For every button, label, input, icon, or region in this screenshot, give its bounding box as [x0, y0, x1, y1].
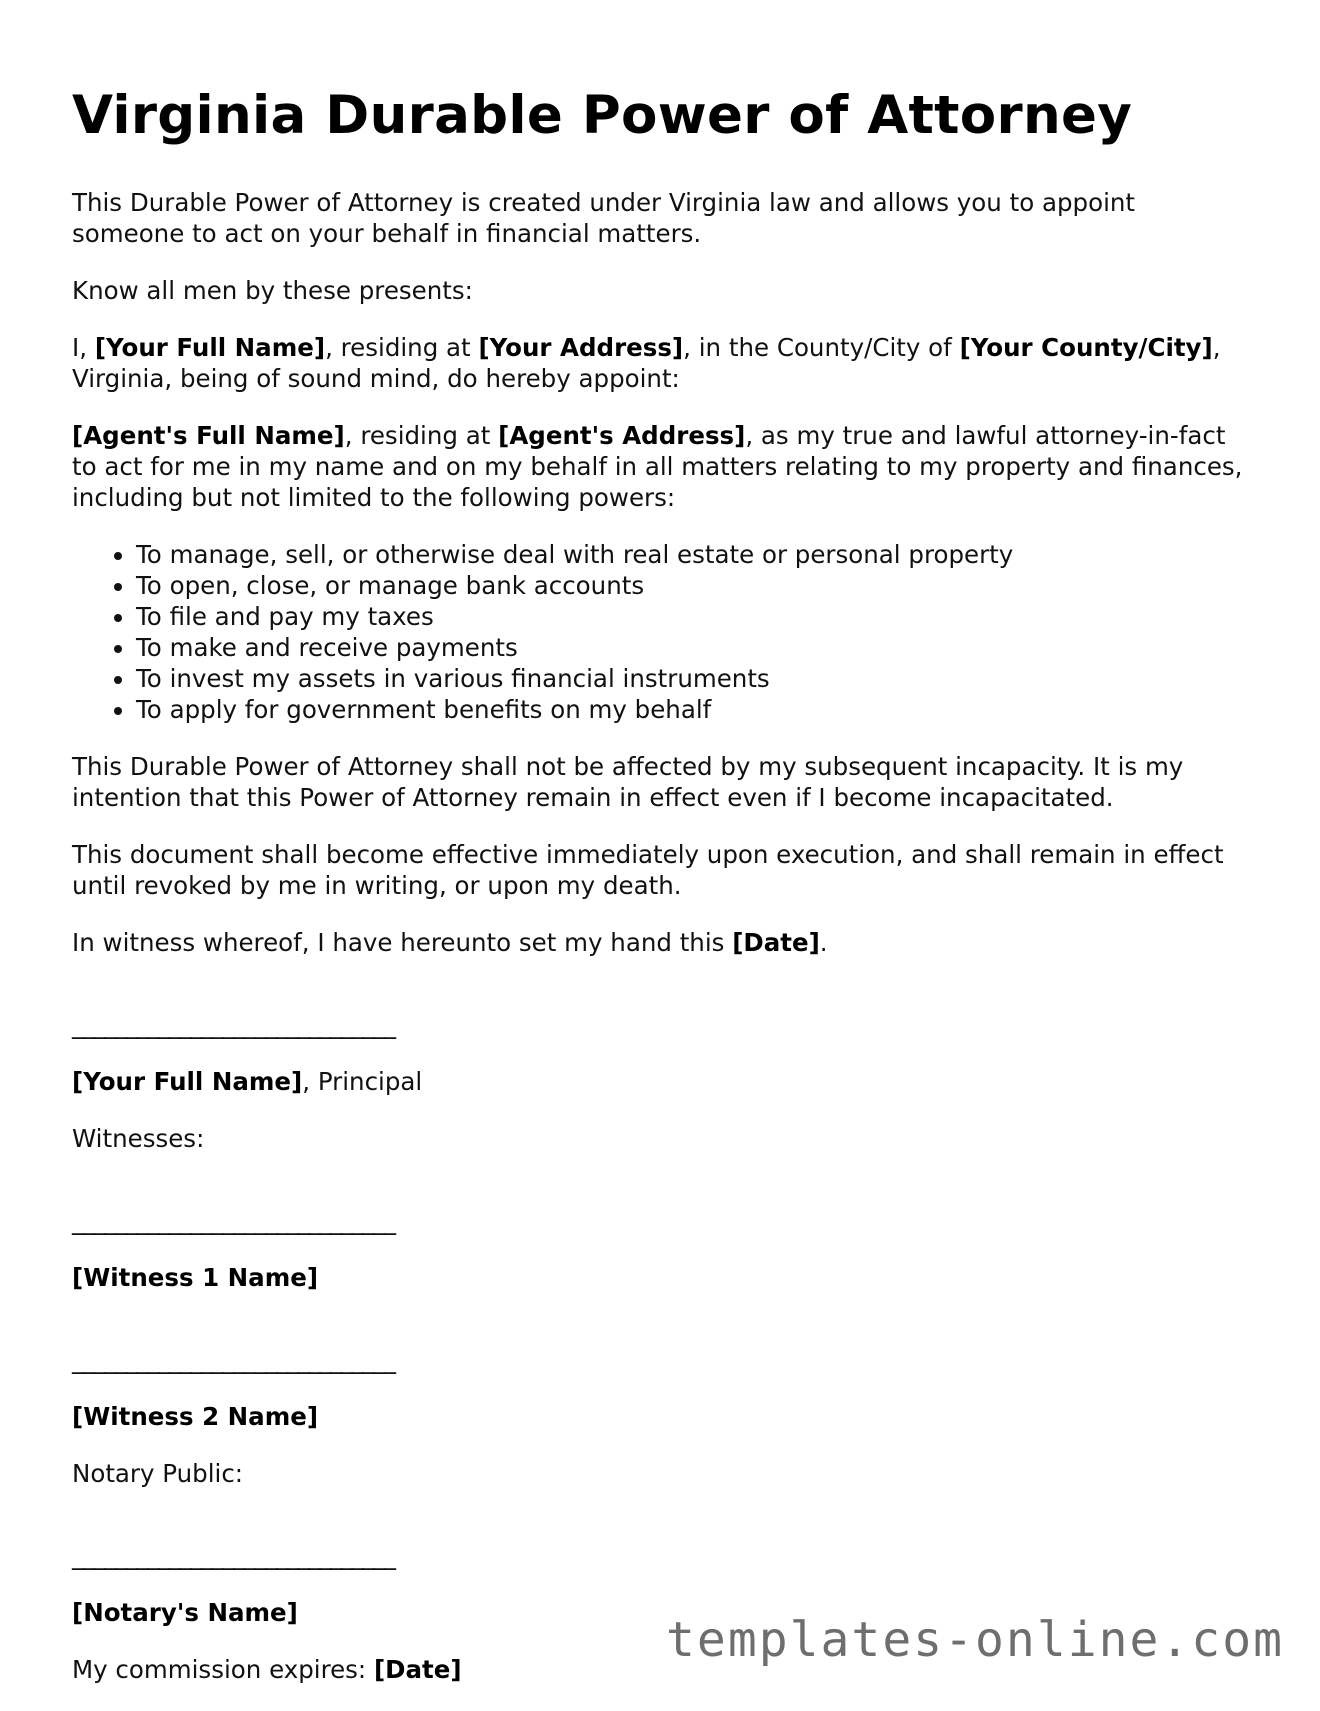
list-item: • To manage, sell, or otherwise deal with real estate or personal property	[136, 539, 1252, 570]
execution-date-placeholder: [Date]	[732, 927, 820, 957]
witness-clause	[72, 927, 1252, 958]
agent-clause-text-1: , residing at	[344, 420, 499, 450]
witness1-signature-line: ______________________________	[72, 1205, 395, 1235]
witness1-name	[72, 1262, 1252, 1293]
witness2-name	[72, 1401, 1252, 1432]
document-title: Virginia Durable Power of Attorney	[72, 85, 1133, 146]
witnesses-label: Witnesses:	[72, 1123, 205, 1153]
commission-date-placeholder: [Date]	[373, 1654, 462, 1684]
commission-label: My commission expires:	[72, 1654, 374, 1684]
site-watermark: templates-online.com	[666, 1612, 1284, 1668]
principal-signature-name: [Your Full Name]	[72, 1066, 303, 1096]
durability-paragraph: This Durable Power of Attorney shall not be affected by my subsequent incapacity. It is my intention that this Power of Attorney remain in effect even if I become incapacitated.	[72, 751, 1184, 812]
document-page	[72, 86, 1252, 1711]
principal-clause-text-3: , in the County/City of	[683, 332, 960, 362]
notary-signature-line: ______________________________	[72, 1540, 395, 1570]
effective-paragraph: This document shall become effective immediately upon execution, and shall remain in effect until revoked by me in writing, or upon my death.	[72, 839, 1224, 900]
principal-clause	[72, 332, 1252, 394]
preamble: Know all men by these presents:	[72, 275, 473, 305]
agent-address-placeholder: [Agent's Address]	[498, 420, 746, 450]
notary-name-text: [Notary's Name]	[72, 1597, 298, 1627]
list-item: • To invest my assets in various financial instruments	[136, 663, 1252, 694]
principal-address-placeholder: [Your Address]	[478, 332, 684, 362]
agent-clause	[72, 420, 1252, 513]
witness2-signature-line: ______________________________	[72, 1344, 395, 1374]
list-item: • To file and pay my taxes	[136, 601, 1252, 632]
notary-label: Notary Public:	[72, 1458, 244, 1488]
principal-signature-role: , Principal	[302, 1066, 423, 1096]
agent-name-placeholder: [Agent's Full Name]	[72, 420, 345, 450]
witness2-name-text: [Witness 2 Name]	[72, 1401, 319, 1431]
list-item: • To open, close, or manage bank accounts	[136, 570, 1252, 601]
principal-county-placeholder: [Your County/City]	[959, 332, 1213, 362]
list-item: • To apply for government benefits on my behalf	[136, 694, 1252, 725]
intro-paragraph: This Durable Power of Attorney is created under Virginia law and allows you to appoint someone to act on your behalf in financial matters.	[72, 187, 1136, 248]
principal-signature-line: ______________________________	[72, 1009, 395, 1039]
list-item: • To make and receive payments	[136, 632, 1252, 663]
witness-clause-text-1: In witness whereof, I have hereunto set my hand this	[72, 927, 733, 957]
powers-list	[72, 539, 1252, 725]
agent-clause-text-2: , as my true and lawful attorney-in-fact to act for me in my name and on my behalf in all matters relating to my property and finances, including but not limited to the following powers:	[72, 420, 1243, 512]
principal-clause-text-2: , residing at	[325, 332, 479, 362]
principal-clause-text-4: , Virginia, being of sound mind, do hereby appoint:	[72, 332, 1221, 393]
principal-name-placeholder: [Your Full Name]	[94, 332, 326, 362]
witness1-name-text: [Witness 1 Name]	[72, 1262, 319, 1292]
principal-clause-text-1: I,	[72, 332, 95, 362]
witness-clause-text-2: .	[819, 927, 828, 957]
principal-signature-label	[72, 1066, 1252, 1097]
